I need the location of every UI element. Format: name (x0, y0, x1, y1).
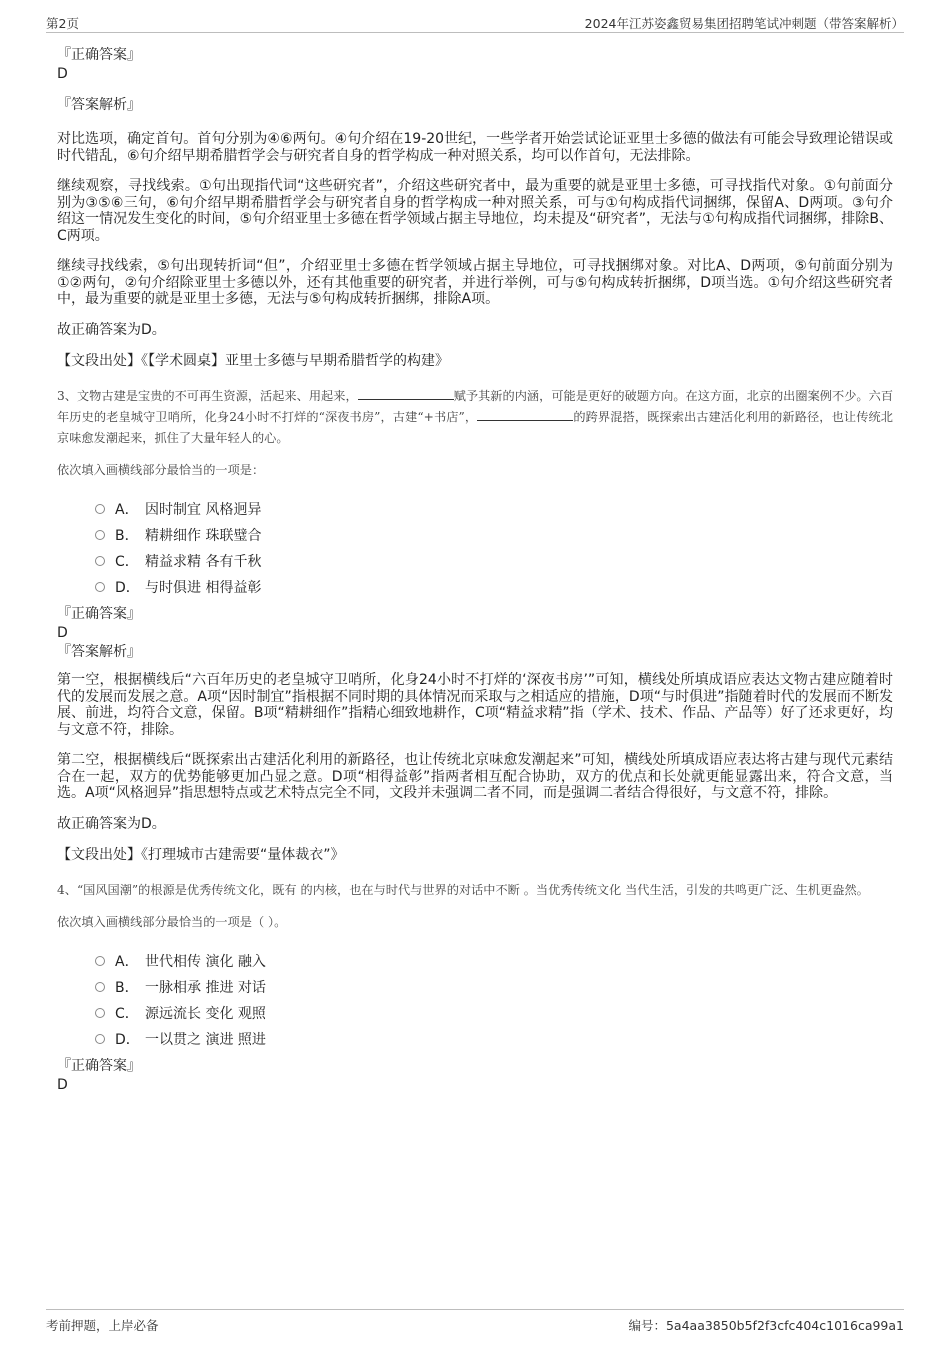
option-c[interactable]: C． 精益求精 各有千秋 (95, 549, 893, 575)
radio-icon[interactable] (95, 504, 105, 514)
answer-value: D (57, 1077, 68, 1093)
footer-slogan: 考前押题，上岸必备 (46, 1318, 159, 1333)
radio-icon[interactable] (95, 530, 105, 540)
radio-icon[interactable] (95, 1034, 105, 1044)
answer-value: D (57, 625, 68, 641)
page-header (46, 10, 904, 33)
answer-marker: 『正确答案』 (57, 47, 141, 63)
radio-icon[interactable] (95, 1008, 105, 1018)
option-a[interactable]: A． 世代相传 演化 融入 (95, 949, 893, 975)
blank-line (358, 387, 454, 400)
radio-icon[interactable] (95, 582, 105, 592)
analysis-paragraph: 继续寻找线索，⑤句出现转折词“但”，介绍亚里士多德在哲学领域占据主导地位，可寻找捆绑对象。对比A、D两项，⑤句前面分别为①②两句，②句介绍除亚里士多德以外，还有其他重要的研究者，并进行举例，可与⑤句构成转折捆绑，D项当选。①句介绍这些研究者中，最为重要的就是亚里士多德，无法与⑤句构成转折捆绑，排除A项。 (57, 258, 893, 307)
radio-icon[interactable] (95, 556, 105, 566)
document-code: 编号：5a4aa3850b5f2f3cfc404c1016ca99a1 (628, 1318, 904, 1333)
conclusion-paragraph: 故正确答案为D。 (57, 321, 166, 338)
analysis-paragraph: 对比选项，确定首句。首句分别为④⑥两句。④句介绍在19-20世纪，一些学者开始尝试论证亚里士多德的做法有可能会导致理论错误或时代错乱，⑥句介绍早期希腊哲学会与研究者自身的哲学构成一种对照关系，均可以作首句，无法排除。 (57, 131, 893, 164)
option-list (95, 497, 893, 601)
option-b[interactable]: B． 精耕细作 珠联璧合 (95, 523, 893, 549)
analysis-paragraph: 继续观察，寻找线索。①句出现指代词“这些研究者”，介绍这些研究者中，最为重要的就是亚里士多德，可寻找指代对象。①句前面分别为③⑤⑥三句，⑥句介绍早期希腊哲学会与研究者自身的哲学构成一种对照关系，可与①句构成指代词捆绑，保留A、D两项。③句介绍这一情况发生变化的时间，⑤句介绍亚里士多德在哲学领域占据主导地位，均未提及“研究者”，无法与①句构成指代词捆绑，排除B、C两项。 (57, 178, 893, 244)
document-title: 2024年江苏姿鑫贸易集团招聘笔试冲刺题（带答案解析） (584, 16, 904, 31)
blank-line (477, 408, 573, 421)
radio-icon[interactable] (95, 982, 105, 992)
source-citation: 【文段出处】《【学术圆桌】亚里士多德与早期希腊哲学的构建》 (57, 353, 449, 369)
answer-marker: 『正确答案』 (57, 606, 141, 622)
analysis-marker: 『答案解析』 (57, 97, 141, 113)
analysis-paragraph: 第一空，根据横线后“六百年历史的老皇城守卫哨所，化身24小时不打烊的‘深夜书房’”可知，横线处所填成语应表达文物古建应随着时代的发展而发展之意。A项“因时制宜”指根据不同时期的具体情况而采取与之相适应的措施，D项“与时俱进”指随着时代的发展而不断发展、前进，均符合文意，保留。B项“精耕细作”指精心细致地耕作，C项“精益求精”指（学术、技术、作品、产品等）好了还求更好，均与文意不符，排除。 (57, 672, 893, 738)
option-d[interactable]: D． 一以贯之 演进 照进 (95, 1027, 893, 1053)
page-content (57, 46, 893, 1095)
question-prompt: 依次填入画横线部分最恰当的一项是： (57, 463, 265, 477)
option-b[interactable]: B． 一脉相承 推进 对话 (95, 975, 893, 1001)
question-stem: 3、文物古建是宝贵的不可再生资源，活起来、用起来， 赋予其新的内涵，可能是更好的破题方向。在这方面，北京的出圈案例不少。六百年历史的老皇城守卫哨所，化身24小时不打烊的“深夜书房”，古建“+书店”， 的跨界混搭，既探索出古建活化利用的新路径，也让传统北京味愈发潮起来，抓住了大量年轻人的心。 (57, 389, 894, 445)
radio-icon[interactable] (95, 956, 105, 966)
option-c[interactable]: C． 源远流长 变化 观照 (95, 1001, 893, 1027)
question-stem: 4、“国风国潮”的根源是优秀传统文化，既有 的内核，也在与时代与世界的对话中不断 。当优秀传统文化 当代生活，引发的共鸣更广泛、生机更盎然。 (57, 883, 869, 897)
conclusion-paragraph: 故正确答案为D。 (57, 815, 166, 832)
option-a[interactable]: A． 因时制宜 风格迥异 (95, 497, 893, 523)
answer-marker: 『正确答案』 (57, 1058, 141, 1074)
analysis-marker: 『答案解析』 (57, 644, 141, 660)
source-citation: 【文段出处】《打理城市古建需要“量体裁衣”》 (57, 847, 345, 863)
option-list (95, 949, 893, 1053)
analysis-paragraph: 第二空，根据横线后“既探索出古建活化利用的新路径，也让传统北京味愈发潮起来”可知，横线处所填成语应表达将古建与现代元素结合在一起，双方的优势能够更加凸显之意。D项“相得益彰”指两者相互配合协助，双方的优点和长处就更能显露出来，符合文意，当选。A项“风格迥异”指思想特点或艺术特点完全不同，文段并未强调二者不同，而是强调二者结合得很好，与文意不符，排除。 (57, 752, 893, 801)
page-number: 第2页 (46, 16, 79, 31)
option-d[interactable]: D． 与时俱进 相得益彰 (95, 575, 893, 601)
page-footer (46, 1309, 904, 1338)
question-prompt: 依次填入画横线部分最恰当的一项是（ ）。 (57, 915, 287, 929)
answer-value: D (57, 66, 68, 82)
